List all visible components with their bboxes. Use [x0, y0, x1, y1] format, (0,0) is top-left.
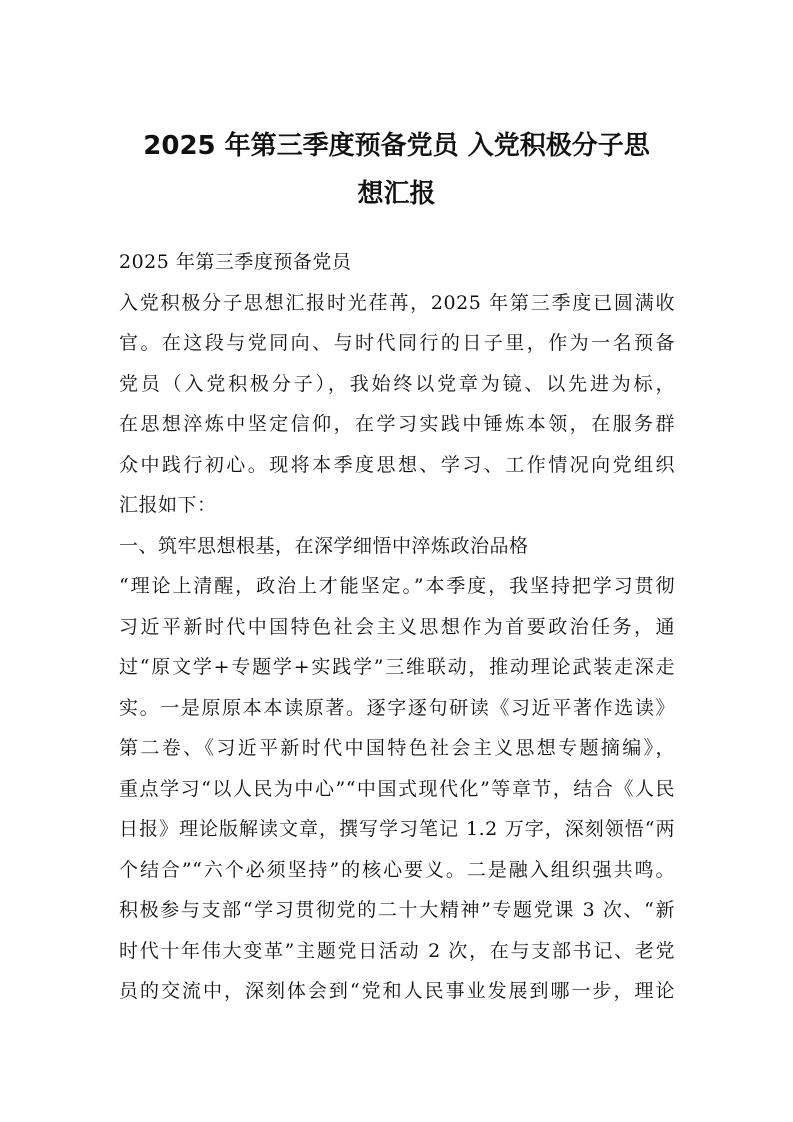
document-title-line-1: 2025 年第三季度预备党员 入党积极分子思	[143, 131, 650, 161]
body-line: 习近平新时代中国特色社会主义思想作为首要政治任务，通	[119, 615, 675, 638]
body-line: 官。在这段与党同向、与时代同行的日子里，作为一名预备	[119, 332, 675, 354]
body-line: 重点学习“以人民为中心”“中国式现代化”等章节，结合《人民	[119, 777, 675, 800]
body-line: 党员（入党积极分子），我始终以党章为镜、以先进为标，	[119, 372, 675, 395]
body-line: 2025 年第三季度预备党员	[119, 251, 352, 273]
document-body	[119, 242, 675, 1012]
body-line: 第二卷、《习近平新时代中国特色社会主义思想专题摘编》，	[119, 737, 675, 759]
body-line: 在思想淬炼中坚定信仰，在学习实践中锤炼本领，在服务群	[119, 413, 675, 435]
body-line: 入党积极分子思想汇报时光荏苒，2025 年第三季度已圆满收	[119, 291, 675, 314]
body-line: 时代十年伟大变革”主题党日活动 2 次，在与支部书记、老党	[119, 939, 675, 962]
body-line: 众中践行初心。现将本季度思想、学习、工作情况向党组织	[119, 453, 675, 476]
body-line: 汇报如下：	[119, 494, 217, 516]
document-title-line-2: 想汇报	[357, 179, 436, 209]
section-heading: 一、筑牢思想根基，在深学细悟中淬炼政治品格	[119, 534, 529, 557]
body-line: 个结合”“六个必须坚持”的核心要义。二是融入组织强共鸣。	[119, 858, 675, 881]
body-line: 员的交流中，深刻体会到“党和人民事业发展到哪一步，理论	[119, 980, 675, 1002]
body-line: 实。一是原原本本读原著。逐字逐句研读《习近平著作选读》	[119, 696, 675, 719]
body-line: “理论上清醒，政治上才能坚定。”本季度，我坚持把学习贯彻	[119, 575, 675, 597]
body-line: 日报》理论版解读文章，撰写学习笔记 1.2 万字，深刻领悟“两	[119, 818, 675, 840]
body-line: 积极参与支部“学习贯彻党的二十大精神”专题党课 3 次、“新	[119, 899, 675, 921]
body-line: 过“原文学+专题学+实践学”三维联动，推动理论武装走深走	[119, 656, 675, 678]
